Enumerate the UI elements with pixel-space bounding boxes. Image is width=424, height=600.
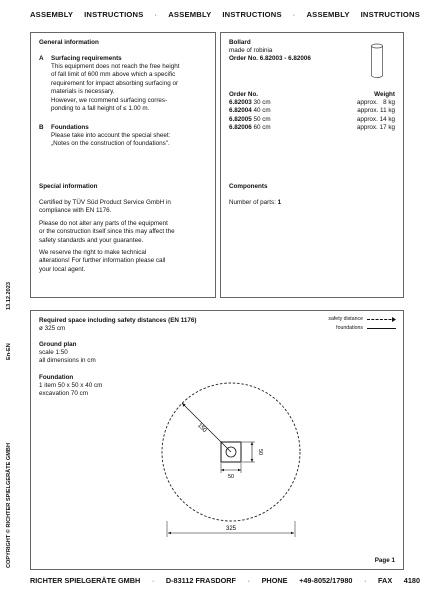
reservation-line: We reserve the right to make technical [39, 249, 147, 256]
side-copyright: COPYRIGHT © RICHTER SPIELGERÄTE GMBH [6, 442, 12, 568]
ground-plan-title: Ground plan [39, 341, 77, 348]
footer-fax-label: FAX [378, 576, 393, 585]
legend-foundations: foundations [336, 325, 363, 331]
side-language: En-EN [6, 343, 12, 360]
parts-value: 1 [277, 199, 282, 206]
header-separator-2: · [292, 10, 296, 19]
surfacing-text [51, 63, 179, 113]
product-name: Bollard [229, 39, 251, 46]
plan-dimensions-note: all dimensions in cm [39, 357, 96, 364]
foundations-line: „Notes on the construction of foundations". [51, 140, 170, 148]
footer-separator: · [247, 576, 250, 585]
side-date: 13.12.2023 [6, 282, 12, 310]
page-footer [30, 576, 420, 585]
surfacing-line: ponding to a fall height of ≤ 1.00 m. [51, 105, 150, 113]
bollard-size: 60 cm [253, 124, 271, 132]
parts-label: Number of parts: [229, 199, 276, 206]
footer-separator: · [151, 576, 155, 585]
order-column-header: Order No. [229, 91, 259, 98]
header-assembly-3: ASSEMBLY [306, 10, 350, 19]
bollard-weight: approx. 11 kg [357, 107, 395, 115]
components-title: Components [229, 183, 268, 190]
section-b-label: B [39, 124, 44, 131]
certification-line: compliance with EN 1176. [39, 207, 112, 215]
order-number: 6.82003 [229, 99, 252, 106]
weight-column-header: Weight [374, 91, 395, 98]
order-table [229, 99, 395, 133]
parts-count [229, 199, 281, 207]
general-information-title: General information [39, 39, 99, 46]
reservation-text [39, 249, 165, 274]
bollard-weight: approx. 14 kg [356, 115, 395, 123]
surfacing-line: This equipment does not reach the free height [51, 63, 180, 70]
footer-address: D-83112 FRASDORF [165, 576, 236, 585]
side-margin [6, 0, 18, 600]
order-number: 6.82006 [229, 124, 252, 132]
footer-separator: · [364, 576, 367, 585]
header-assembly-2: ASSEMBLY [168, 10, 212, 19]
plan-scale: scale 1:50 [39, 349, 68, 356]
warning-line: safety standards and your guarantee. [39, 236, 144, 244]
reservation-line: alterations! For further information please call [39, 257, 166, 265]
width-label: 50 [227, 474, 235, 480]
header-separator-1: · [154, 10, 158, 19]
header-instructions-1: INSTRUCTIONS [84, 10, 144, 19]
section-a-label: A [39, 55, 44, 62]
bollard-size: 40 cm [253, 107, 271, 115]
table-row [229, 124, 395, 132]
certification-line: Certified by TÜV Süd Product Service GmbH in [39, 199, 171, 206]
order-number: 6.82004 [229, 107, 252, 115]
warning-line: Please do not alter any parts of the equipment [39, 220, 168, 227]
bollard-weight: approx. 8 kg [356, 99, 395, 106]
surfacing-line: requirement for impact absorbing surfacing or [51, 79, 179, 87]
product-panel [220, 32, 404, 298]
section-a-heading: Surfacing requirements [51, 55, 122, 62]
foundations-line: Please take into account the special sheet: [51, 132, 171, 139]
general-information-panel [30, 32, 216, 298]
special-information-title: Special information [39, 183, 98, 190]
safety-diameter: ø 325 cm [39, 325, 66, 332]
foundation-item: 1 item 50 x 50 x 40 cm [39, 382, 103, 389]
order-number: 6.82005 [229, 115, 252, 123]
footer-fax: 4180 [403, 576, 420, 585]
alteration-warning-text [39, 220, 175, 245]
surfacing-line: materials is necessary. [51, 88, 115, 96]
ground-plan-drawing [31, 311, 403, 569]
order-number-range: Order No. 6.82003 - 6.82006 [229, 55, 311, 62]
foundation-title: Foundation [39, 374, 74, 381]
table-row [229, 107, 395, 115]
bollard-size: 50 cm [253, 115, 271, 123]
foundations-text [51, 132, 170, 149]
required-space-panel [30, 310, 404, 570]
table-row [229, 99, 395, 107]
legend-safety-distance: safety distance [328, 316, 363, 322]
page-number: Page 1 [374, 557, 395, 564]
total-label: 325 [225, 526, 237, 532]
footer-phone: +49-8052/17980 [299, 576, 353, 585]
header-instructions-2: INSTRUCTIONS [222, 10, 282, 19]
section-b-heading: Foundations [51, 124, 89, 131]
foundation-excavation: excavation 70 cm [39, 390, 89, 397]
surfacing-line: of fall limit of 600 mm above which a specific [51, 71, 176, 79]
header-assembly-1: ASSEMBLY [30, 10, 74, 19]
reservation-line: your local agent. [39, 265, 86, 273]
page-header [30, 10, 420, 19]
footer-phone-label: PHONE [261, 576, 288, 585]
table-row [229, 116, 395, 124]
radius-label: 150 [196, 422, 208, 434]
bollard-size: 30 cm [253, 99, 271, 106]
warning-line: or the construction itself since this may affect the [39, 228, 175, 236]
bollard-icon [369, 41, 385, 81]
footer-company: RICHTER SPIELGERÄTE GMBH [30, 576, 141, 585]
certification-text [39, 199, 171, 216]
surfacing-line: However, we rcommend surfacing corres- [51, 96, 168, 104]
height-label: 50 [257, 448, 263, 456]
header-instructions-3: INSTRUCTIONS [360, 10, 420, 19]
product-material: made of robinia [229, 47, 273, 54]
required-space-title: Required space including safety distances (EN 1176) [39, 317, 197, 324]
bollard-weight: approx. 17 kg [356, 124, 395, 132]
